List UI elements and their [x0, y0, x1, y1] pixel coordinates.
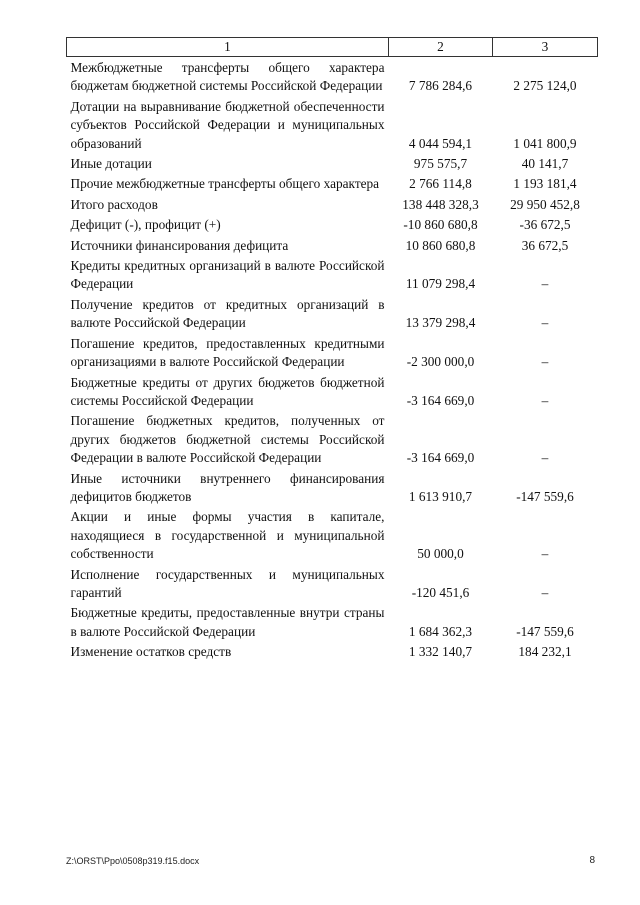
row-value-col3: – [541, 450, 549, 466]
row-label: Дефицит (-), профицит (+) [70, 217, 221, 233]
row-value-col3: 1 041 800,9 [513, 135, 577, 151]
row-value-col2: -2 300 000,0 [406, 354, 475, 370]
row-label: Итого расходов [70, 196, 158, 212]
table-row [67, 333, 598, 372]
footer-page-number: 8 [589, 855, 595, 866]
row-value-col3: – [541, 392, 549, 408]
row-value-col3: – [541, 546, 549, 562]
row-value-col2: 50 000,0 [417, 546, 464, 562]
row-label: Кредиты кредитных организаций в валюте Российской Федерации [70, 258, 385, 292]
row-value-col3: – [541, 315, 549, 331]
row-label: Погашение кредитов, предоставленных кредитными организациями в валюте Российской Федерации [70, 335, 385, 370]
row-value-col3: -147 559,6 [516, 488, 574, 504]
row-label: Прочие межбюджетные трансферты общего характера [70, 176, 380, 192]
table-row [67, 294, 598, 333]
table-row [67, 410, 598, 467]
table-row [67, 506, 598, 563]
table-row [67, 372, 598, 411]
row-value-col2: 11 079 298,4 [405, 276, 476, 292]
table-row [67, 468, 598, 507]
table-row [67, 173, 598, 193]
row-value-col2: 1 332 140,7 [408, 644, 473, 660]
table-row [67, 214, 598, 234]
row-value-col3: – [541, 584, 549, 600]
table-row [67, 235, 598, 255]
table-row [67, 602, 598, 641]
budget-table [66, 37, 598, 662]
row-value-col2: 7 786 284,6 [408, 78, 473, 94]
row-label: Бюджетные кредиты от других бюджетов бюджетной системы Российской Федерации [70, 374, 385, 408]
row-label: Исполнение государственных и муниципальных гарантий [70, 566, 385, 600]
row-value-col2: 138 448 328,3 [402, 196, 479, 212]
row-label: Источники финансирования дефицита [70, 237, 289, 253]
row-label: Акции и иные формы участия в капитале, находящиеся в государственной и муниципальной собственности [70, 509, 385, 562]
row-value-col2: 975 575,7 [413, 156, 468, 172]
row-label: Изменение остатков средств [70, 644, 232, 660]
row-value-col2: -120 451,6 [411, 584, 470, 600]
row-value-col3: 1 193 181,4 [513, 176, 577, 192]
row-label: Получение кредитов от кредитных организаций в валюте Российской Федерации [70, 296, 385, 331]
footer-file-path: Z:\ORST\Ppo\0508p319.f15.docx [66, 856, 200, 866]
row-value-col3: 40 141,7 [521, 156, 569, 172]
table-header-row [67, 38, 598, 57]
row-value-col3: -147 559,6 [516, 623, 574, 639]
row-value-col2: -3 164 669,0 [406, 450, 475, 466]
row-value-col3: 36 672,5 [521, 237, 569, 253]
row-value-col2: 4 044 594,1 [408, 135, 473, 151]
table-row [67, 564, 598, 603]
row-value-col2: 13 379 298,4 [405, 315, 476, 331]
table-row [67, 255, 598, 294]
row-value-col2: 1 684 362,3 [408, 623, 473, 639]
row-label: Погашение бюджетных кредитов, полученных от других бюджетов бюджетной системы Российской Федерации в валюте Российской Федерации [70, 413, 385, 466]
row-value-col3: – [541, 354, 549, 370]
row-value-col3: 184 232,1 [518, 644, 572, 660]
row-label: Дотации на выравнивание бюджетной обеспеченности субъектов Российской Федерации и муниципальных образований [70, 98, 385, 151]
column-header-3: 3 [493, 38, 598, 57]
table-row [67, 153, 598, 173]
row-value-col2: 10 860 680,8 [405, 237, 476, 253]
row-label: Межбюджетные трансферты общего характера бюджетам бюджетной системы Российской Федерации [70, 60, 385, 94]
column-header-1: 1 [67, 38, 389, 57]
row-value-col3: – [541, 276, 549, 292]
row-value-col3: -36 672,5 [519, 217, 571, 233]
row-label: Бюджетные кредиты, предоставленные внутри страны в валюте Российской Федерации [70, 605, 385, 639]
row-value-col2: -3 164 669,0 [406, 392, 475, 408]
row-value-col2: -10 860 680,8 [403, 217, 478, 233]
row-value-col3: 29 950 452,8 [510, 196, 580, 212]
table-row [67, 194, 598, 214]
row-value-col2: 2 766 114,8 [409, 176, 472, 192]
row-value-col2: 1 613 910,7 [408, 488, 473, 504]
table-row [67, 641, 598, 661]
column-header-2: 2 [389, 38, 493, 57]
row-label: Иные дотации [70, 156, 152, 172]
row-value-col3: 2 275 124,0 [513, 78, 577, 94]
table-row [67, 57, 598, 96]
row-label: Иные источники внутреннего финансирования дефицитов бюджетов [70, 470, 385, 504]
table-row [67, 96, 598, 153]
